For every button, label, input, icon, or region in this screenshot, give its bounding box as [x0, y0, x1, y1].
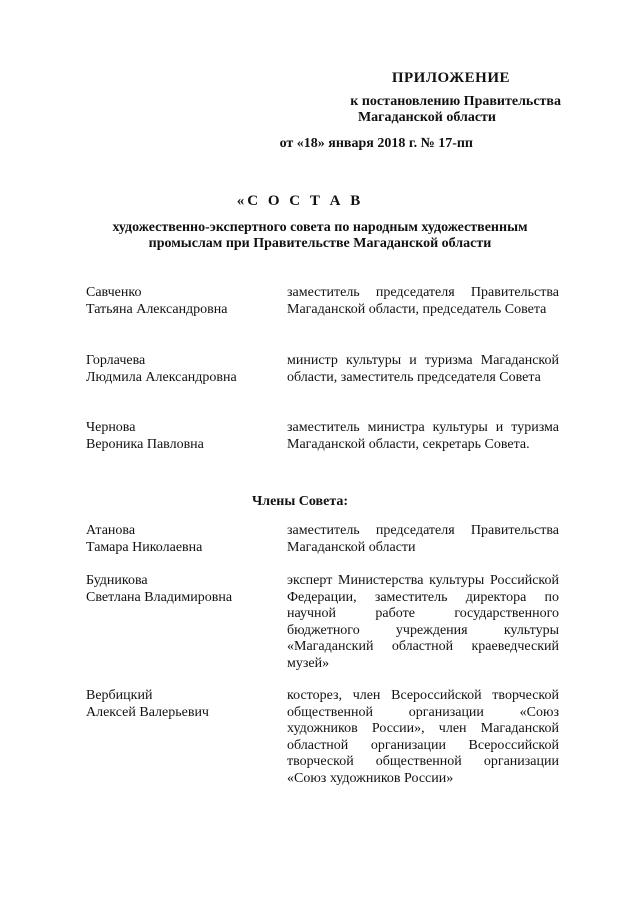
person-given-name: Светлана Владимировна: [86, 589, 233, 605]
members-heading: Члены Совета:: [251, 494, 349, 509]
person-name: [86, 688, 276, 721]
person-surname: Савченко: [86, 285, 142, 300]
person-name: [86, 523, 276, 556]
person-given-name: Тамара Николаевна: [86, 539, 203, 555]
person-surname: Горлачева: [86, 353, 146, 368]
document-subtitle: [80, 220, 560, 252]
person-role: министр культуры и туризма Магаданской области, заместитель председателя Совета: [287, 353, 559, 385]
person-role: заместитель министра культуры и туризма Магаданской области, секретарь Совета.: [287, 420, 559, 452]
person-given-name: Алексей Валерьевич: [86, 704, 209, 720]
appendix-date: от «18» января 2018 г. № 17-пп: [279, 136, 473, 151]
appendix-header: [261, 70, 561, 152]
appendix-title: ПРИЛОЖЕНИЕ: [391, 70, 510, 86]
person-given-name: Людмила Александровна: [86, 369, 237, 385]
person-name: [86, 573, 276, 606]
person-given-name: Татьяна Александровна: [86, 301, 228, 317]
appendix-decree-line: к постановлению Правительства: [350, 94, 561, 109]
person-given-name: Вероника Павловна: [86, 436, 204, 452]
person-name: [86, 353, 276, 386]
person-name: [86, 285, 276, 318]
person-role: заместитель председателя Правительства Магаданской области: [287, 523, 559, 555]
document-subtitle-line1: художественно-экспертного совета по народным художественным: [112, 220, 528, 235]
person-role: косторез, член Всероссийской творческой общественной организации «Союз художников России», член Магаданской областной организации Всероссийской творческой общественной организации «Союз художников России»: [287, 688, 559, 786]
person-surname: Чернова: [86, 420, 136, 435]
document-title: «С О С Т А В: [236, 193, 364, 209]
person-role: заместитель председателя Правительства Магаданской области, председатель Совета: [287, 285, 559, 317]
person-surname: Будникова: [86, 573, 148, 588]
person-name: [86, 420, 276, 453]
person-surname: Атанова: [86, 523, 136, 538]
person-role: эксперт Министерства культуры Российской Федерации, заместитель директора по научной работе государственного бюджетного учреждения культуры «Магаданский областной краеведческий музей»: [287, 573, 559, 671]
person-surname: Вербицкий: [86, 688, 153, 703]
document-subtitle-line2: промыслам при Правительстве Магаданской области: [148, 236, 492, 251]
appendix-region-line: Магаданской области: [357, 110, 496, 125]
